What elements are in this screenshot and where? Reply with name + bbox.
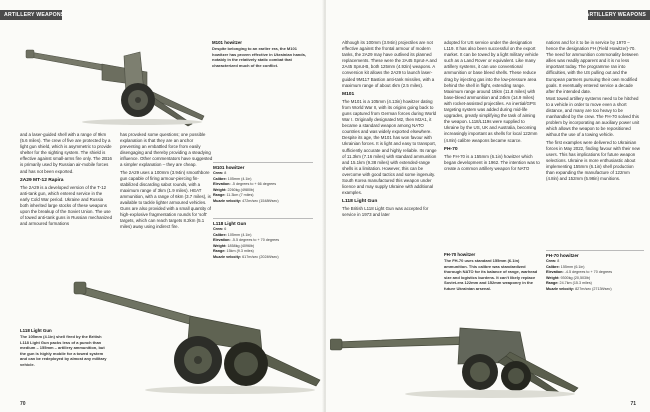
spec-row: Range: 15km (9.3 miles) <box>213 249 254 254</box>
spec-row: Range: 24.7km (15.3 miles) <box>546 281 592 286</box>
paragraph: The FH-70 is a 155mm (6.1in) howitzer which began development in 1962. The intention was to create a common artillery weapon for NATO <box>444 153 540 171</box>
paragraph: Although its 100mm (3.94in) projectiles are not effective against the frontal armour of modern tanks, the 2A29 may have outlived its planned replacements. These were the 2A45 Sprut-A and 2A45 Sprut-B, both 125mm (4.92in) weapons. A conversion kit allows the 2A29 to launch laser-guided 9M117 Bastion anti-tank missiles, with a maximum range of about 4km (2.5 miles). <box>342 40 437 88</box>
paragraph: and a laser-guided shell with a range of 9km (5.6 miles). The crew of five are protected by a light gun shield, which is asymmetric to provide shelter for the sighting system. The shield is effective against small-arms fire only. The 2B16 is primarily used by Russian air-mobile forces and has not been exported. <box>20 132 113 174</box>
paragraph: The 2A29 is a developed version of the T-12 anti-tank gun, which entered service in the early Cold War period. Ukraine and Russia both inherited large stocks of these weapons upon the breakup of the Soviet Union. The use of towed anti-tank guns in Russian mechanized and armoured formations <box>20 184 113 227</box>
spec-row: Elevation: -5.5 degrees to + 70 degrees <box>213 238 280 243</box>
spec-row: Elevation: -5 degrees to + 66 degrees <box>213 182 277 187</box>
right-page-number: 71 <box>630 401 636 407</box>
section-heading: L118 Light Gun <box>342 199 378 205</box>
right-body-column-1 <box>342 40 438 219</box>
paragraph: adopted for US service under the designation L119. It has also been successful on the export market. It can be towed by a light military vehicle such as a Land Rover or equivalent. Like many artillery systems, it can use conventional ammunition or base bleed shells. These reduce drag by injecting gas into the low-pressure area behind the shell in flight, extending range. Maximum range around 15km (11.8 miles) with base-bleed ammunition and 24km (14.9 miles) with rocket-assisted projectiles. An inertial/GPS targeting system was added during mid-life upgrades, greatly simplifying the task of aiming the weapon. L118/L119s were supplied to Ukraine by the US, UK and Australia, becoming increasingly important as shells for local 122mm (4.8in) calibre weapons became scarce. <box>444 40 539 143</box>
l118-caption-title: L118 Light Gun <box>20 328 52 333</box>
right-body-column-3 <box>546 40 642 183</box>
paragraph: The 2A29 uses a 100mm (3.94in) smoothbore gun capable of firing armour-piercing fin-stabilized discarding sabot rounds, with a maximum range of 3km (1.9 miles). HEAT ammunition, with a range of 6km (3.7 miles), is available to tackle lighter armoured vehicles. Guns are also provided with a small quantity of high-explosive fragmentation rounds for 'soft' targets, which can reach targets 8.2km (5.1 miles) away using indirect fire. <box>120 169 212 230</box>
spec-row: Crew: 8 <box>546 259 560 263</box>
section-heading: M101 <box>342 91 355 97</box>
spec-row: Calibre: 155mm (6.1in) <box>546 264 585 269</box>
spec-row: Muzzle velocity: 617m/sec (2024ft/sec) <box>213 254 279 259</box>
spec-row: Calibre: 105mm (4.1in) <box>213 232 252 237</box>
l118-caption <box>20 328 110 368</box>
spec-row: Weight: 1858kg (4096lb) <box>213 243 255 248</box>
right-running-head: ARTILLERY WEAPONS <box>585 12 646 18</box>
spec-title: M101 howitzer <box>213 165 245 170</box>
m101-caption <box>212 40 312 68</box>
l118-caption-text: The 105mm (4.1in) shell fired by the British L118 Light Gun packs less of a punch than medium – 155mm – artillery ammunition, but the gun is highly mobile for a towed system and can be redeployed by almost any military vehicle. <box>20 334 107 367</box>
left-body-column-1 <box>20 132 112 228</box>
spec-row: Muzzle velocity: 827m/sec (2713ft/sec) <box>546 286 612 291</box>
fh70-caption-title: FH-70 howitzer <box>444 252 476 257</box>
right-page <box>326 0 650 412</box>
spec-row: Calibre: 105mm (4.1in) <box>213 176 252 181</box>
spec-row: Crew: 8 <box>213 171 227 175</box>
left-running-head: ARTILLERY WEAPONS <box>4 12 65 18</box>
fh70-caption <box>444 252 542 292</box>
m101-spec-box <box>213 162 313 205</box>
paragraph: The M101 is a 105mm (4.13in) howitzer dating from World War II, with its origins going back to guns captured from German forces during World War I. Originally designated M2, then M2A1, it became a standard weapon among NATO countries and was widely exported elsewhere. Despite its age, the M101 has won favour with Ukrainian forces. It is light and easy to transport, sufficiently accurate and highly reliable. Its range of 11.3km (7.16 miles) with standard ammunition and 15.1km (9.38 miles) with extended-range shells is a limitation. However, this can be overcome with good tactics and some ingenuity. South Korea manufactured this weapon under licence and may supply Ukraine with additional examples. <box>342 98 437 196</box>
spec-row: Weight: 2260kg (4980lb) <box>213 187 255 192</box>
fh70-spec-box <box>546 250 644 293</box>
fh70-howitzer-illustration <box>330 292 580 402</box>
left-page-number: 70 <box>20 401 26 407</box>
paragraph: has provoked some questions; one possible explanation is that they are an anchor preventing an embattled force from easily disengaging and thereby providing a steadying influence. Other commentators have suggested a simpler explanation – they are cheap. <box>120 132 213 168</box>
fh70-caption-text: The FH-70 uses standard 155mm (6.1in) ammunition. This calibre was standardized thorough NATO for its balance of range, warhead size and logistics burdens. It can't likely replace Soviet-era 122mm and 152mm weaponry in the future Ukrainian arsenal. <box>444 258 538 291</box>
paragraph: nations and for it to be in service by 1970 – hence the designation FH (Field Howitzer)-70. The need for ammunition commonality between allies was readily apparent and it is no less important today. The programme ran into difficulties, with the US pulling out and the European partners pursuing their own modified goals. It eventually entered service a decade after the intended date. <box>546 40 639 94</box>
left-body-column-2 <box>120 132 214 232</box>
right-body-column-2 <box>444 40 540 173</box>
section-heading: FH-70 <box>444 146 458 152</box>
spec-title: L118 Light Gun <box>213 221 247 226</box>
section-heading: 2A29 MT-12 Rapira <box>20 177 64 183</box>
left-page <box>0 0 324 412</box>
paragraph: The first examples were delivered to Ukrainian forces in May 2022, finding favour with their new users. This has implications for future weapon selections. Ukraine is more enthusiastic about implementing 155mm (6.1in) shell production than expanding the manufacture of 122mm (4.8in) and 152mm (5.98in) munitions. <box>546 139 640 182</box>
spec-row: Crew: 6 <box>213 227 227 231</box>
m101-howitzer-illustration <box>22 30 207 130</box>
m101-caption-title: M101 howitzer <box>212 40 243 45</box>
spec-row: Weight: 9300kg (20,503lb) <box>546 275 591 280</box>
spec-row: Muzzle velocity: 472m/sec (1548ft/sec) <box>213 198 279 203</box>
m101-caption-text: Despite belonging to an earlier era, the M101 howitzer has proven effective in Ukrainian hands, notably in the relatively static combat that characterized much of the conflict. <box>212 46 307 68</box>
spec-row: Range: 11.3km (7 miles) <box>213 193 254 198</box>
paragraph: Most towed artillery systems need to be hitched to a vehicle in order to move even a short distance, and many are too heavy to be manhandled by the crew. The FH-70 solved this problem by incorporating an auxiliary power unit which allows the weapon to be repositioned without the use of a towing vehicle. <box>546 95 640 138</box>
spec-title: FH-70 howitzer <box>546 253 579 258</box>
l118-spec-box <box>213 218 313 261</box>
paragraph: The British L118 Light Gun was accepted for service in 1973 and later <box>342 206 429 218</box>
spec-row: Elevation: -4.5 degrees to + 70 degrees <box>546 270 613 275</box>
